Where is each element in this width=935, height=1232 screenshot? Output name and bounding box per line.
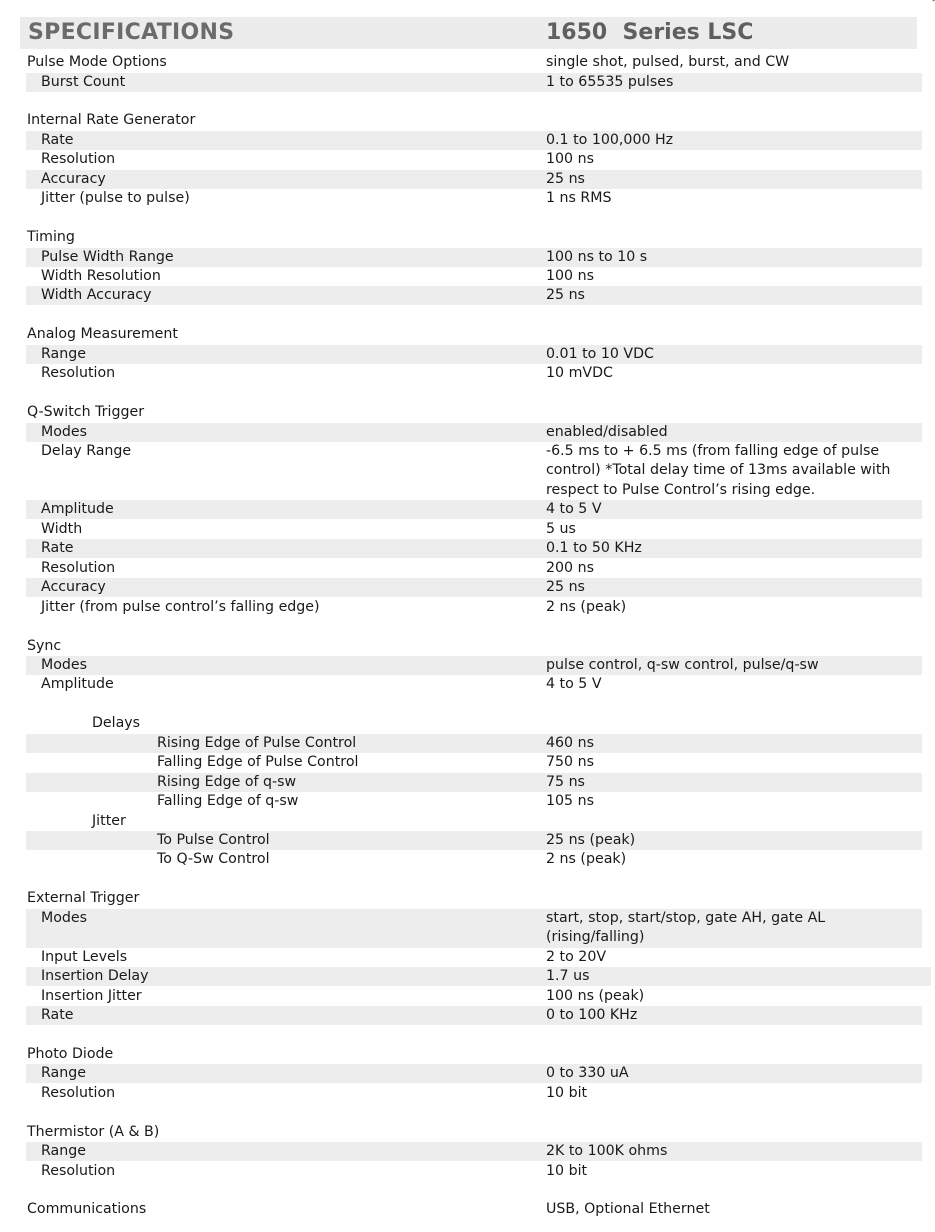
spec-label: Width Resolution <box>41 268 161 284</box>
spec-value: 0.1 to 50 KHz <box>546 540 642 556</box>
spec-label: Amplitude <box>41 676 114 692</box>
spec-row <box>26 53 922 72</box>
spec-row <box>26 111 922 130</box>
spec-section-heading: Sync <box>27 638 62 654</box>
spec-row <box>26 714 922 733</box>
spec-section-heading: External Trigger <box>27 890 140 906</box>
spec-row <box>26 364 922 383</box>
spec-row <box>26 500 922 519</box>
spec-value: 460 ns <box>546 735 594 751</box>
spec-row <box>26 559 922 578</box>
spec-label: Resolution <box>41 151 116 167</box>
spec-row <box>26 228 922 247</box>
spec-row <box>26 1162 922 1181</box>
spec-label: Input Levels <box>41 949 128 965</box>
spec-row <box>26 1064 922 1083</box>
spec-label: Modes <box>41 910 88 926</box>
spec-row <box>26 773 922 792</box>
spec-row <box>26 909 922 948</box>
spec-label: Amplitude <box>41 501 114 517</box>
spec-section-heading: Q-Switch Trigger <box>27 404 145 420</box>
spec-section-heading: Photo Diode <box>27 1046 114 1062</box>
spec-section-heading: Analog Measurement <box>27 326 178 342</box>
spec-label: Falling Edge of Pulse Control <box>157 754 359 770</box>
spec-row <box>26 248 922 267</box>
spec-row <box>26 1200 922 1219</box>
spec-row <box>26 889 922 908</box>
spec-value: -6.5 ms to + 6.5 ms (from falling edge of pulse control) *Total delay time of 13ms available with respect to Pulse Control’s rising edge. <box>546 443 891 498</box>
spec-row <box>26 286 922 305</box>
spec-label: Falling Edge of q-sw <box>157 793 299 809</box>
spec-value: 100 ns to 10 s <box>546 249 648 265</box>
spec-row <box>26 170 922 189</box>
spec-label: Insertion Jitter <box>41 988 142 1004</box>
spec-value: 75 ns <box>546 774 585 790</box>
spec-row <box>26 520 922 539</box>
spec-row <box>26 675 922 694</box>
spec-label: Resolution <box>41 1085 116 1101</box>
spec-row <box>26 792 922 811</box>
model-series-title: 1650 Series LSC <box>546 20 754 45</box>
spec-label: Range <box>41 1143 86 1159</box>
spec-label: Accuracy <box>41 579 106 595</box>
spec-value: enabled/disabled <box>546 424 668 440</box>
spec-row <box>26 598 922 617</box>
spec-label: Jitter <box>92 813 126 829</box>
spec-row <box>26 656 922 675</box>
spec-row <box>26 812 922 831</box>
spec-label: Rate <box>41 1007 74 1023</box>
spec-row <box>26 423 922 442</box>
spec-value: 100 ns <box>546 151 594 167</box>
spec-row <box>26 637 922 656</box>
spec-label: To Pulse Control <box>157 832 270 848</box>
spec-label: Accuracy <box>41 171 106 187</box>
spec-value: 105 ns <box>546 793 594 809</box>
spec-label: Jitter (from pulse control’s falling edge) <box>41 599 320 615</box>
spec-value: 1 to 65535 pulses <box>546 74 674 90</box>
spec-label: Insertion Delay <box>41 968 149 984</box>
spec-label: Rate <box>41 540 74 556</box>
spec-section-heading: Pulse Mode Options <box>27 54 167 70</box>
spec-value: start, stop, start/stop, gate AH, gate AL (rising/falling) <box>546 910 826 946</box>
spec-label: Rate <box>41 132 74 148</box>
spec-row <box>26 189 922 208</box>
spec-label: Width Accuracy <box>41 287 152 303</box>
spec-row <box>26 1045 922 1064</box>
spec-label: Jitter (pulse to pulse) <box>41 190 190 206</box>
spec-value: 2 to 20V <box>546 949 607 965</box>
spec-row <box>26 734 922 753</box>
spec-section-heading: Communications <box>27 1201 147 1217</box>
spec-label: Rising Edge of Pulse Control <box>157 735 357 751</box>
spec-label: Resolution <box>41 560 116 576</box>
spec-row <box>26 345 922 364</box>
spec-value: 2K to 100K ohms <box>546 1143 668 1159</box>
spec-value: 100 ns <box>546 268 594 284</box>
spec-label: Modes <box>41 657 88 673</box>
spec-row <box>26 442 922 500</box>
spec-value: 0.01 to 10 VDC <box>546 346 654 362</box>
spec-value: 100 ns (peak) <box>546 988 645 1004</box>
spec-row <box>26 267 922 286</box>
spec-row <box>26 948 922 967</box>
spec-label: Range <box>41 346 86 362</box>
spec-value: 750 ns <box>546 754 594 770</box>
spec-row <box>26 850 922 869</box>
spec-value: USB, Optional Ethernet <box>546 1201 710 1217</box>
spec-row <box>26 325 922 344</box>
spec-row <box>26 403 922 422</box>
spec-section-heading: Thermistor (A & B) <box>27 1124 160 1140</box>
spec-label: Delay Range <box>41 443 132 459</box>
spec-value: 0 to 330 uA <box>546 1065 629 1081</box>
spec-value: 10 bit <box>546 1085 588 1101</box>
spec-row <box>26 1123 922 1142</box>
spec-value: 25 ns <box>546 171 585 187</box>
spec-value: 0.1 to 100,000 Hz <box>546 132 674 148</box>
spec-value: single shot, pulsed, burst, and CW <box>546 54 790 70</box>
spec-value: 200 ns <box>546 560 594 576</box>
spec-row <box>26 150 922 169</box>
spec-row <box>26 1084 922 1103</box>
spec-value: 1.7 us <box>546 968 590 984</box>
spec-value: 2 ns (peak) <box>546 851 627 867</box>
spec-label: Range <box>41 1065 86 1081</box>
spec-row <box>26 1006 922 1025</box>
spec-section-heading: Timing <box>27 229 75 245</box>
spec-label: Rising Edge of q-sw <box>157 774 297 790</box>
spec-value: pulse control, q-sw control, pulse/q-sw <box>546 657 819 673</box>
spec-row <box>26 831 922 850</box>
spec-row <box>26 967 931 986</box>
spec-row <box>26 987 922 1006</box>
spec-value: 4 to 5 V <box>546 676 602 692</box>
spec-label: To Q-Sw Control <box>157 851 270 867</box>
specifications-title: SPECIFICATIONS <box>28 20 235 45</box>
spec-label: Resolution <box>41 365 116 381</box>
spec-label: Modes <box>41 424 88 440</box>
spec-label: Delays <box>92 715 141 731</box>
spec-row <box>26 73 922 92</box>
spec-label: Burst Count <box>41 74 126 90</box>
spec-label: Resolution <box>41 1163 116 1179</box>
spec-label: Width <box>41 521 83 537</box>
spec-value: 0 to 100 KHz <box>546 1007 638 1023</box>
spec-value: 2 ns (peak) <box>546 599 627 615</box>
spec-value: 5 us <box>546 521 576 537</box>
spec-value: 25 ns <box>546 579 585 595</box>
spec-row <box>26 539 922 558</box>
spec-value: 25 ns <box>546 287 585 303</box>
spec-value: 10 bit <box>546 1163 588 1179</box>
spec-section-heading: Internal Rate Generator <box>27 112 196 128</box>
spec-label: Pulse Width Range <box>41 249 174 265</box>
spec-value: 10 mVDC <box>546 365 613 381</box>
spec-row <box>26 1142 922 1161</box>
spec-row <box>26 578 922 597</box>
spec-row <box>26 753 922 772</box>
spec-value: 1 ns RMS <box>546 190 612 206</box>
spec-value: 4 to 5 V <box>546 501 602 517</box>
spec-row <box>26 131 922 150</box>
spec-value: 25 ns (peak) <box>546 832 636 848</box>
